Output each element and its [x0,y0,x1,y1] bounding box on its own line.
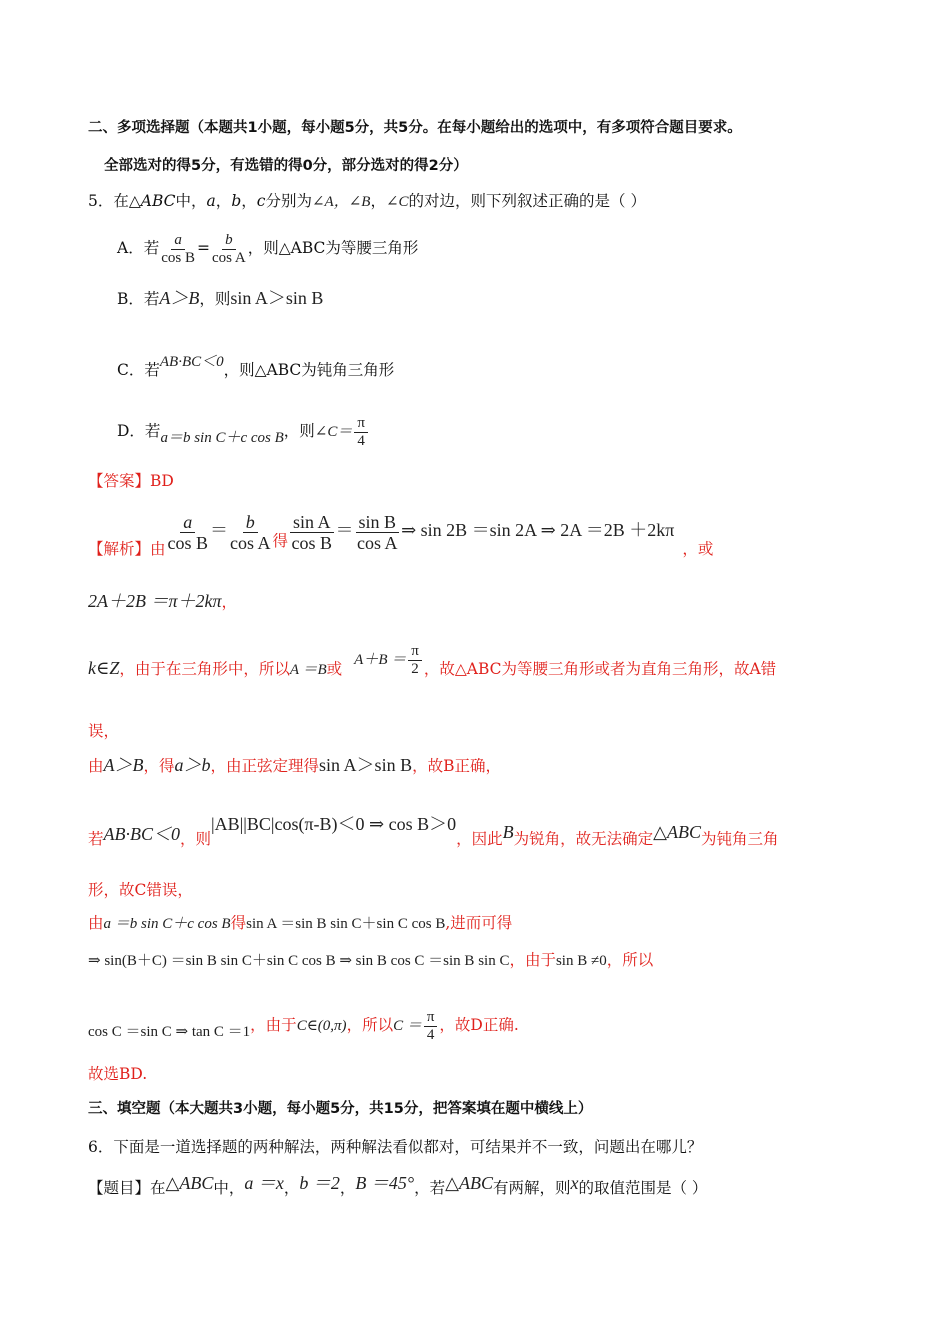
analysis-l1-or: ，或 [682,540,714,558]
q6-topic-label: 【题目】在 [88,1179,166,1197]
analysis-de: 得 [272,532,289,550]
analysis-label: 【解析】由 [88,540,166,558]
analysis-line-1: 【解析】由 $\frac{a}{\text{cos B}}$ ＝ $\frac{b}{\text{cos A}}$ 得 $\frac{\text{sin A}}{\text{cos B}}$ ＝ $\frac{\text{sin B}}{\text{cos A}}$ ⇒ sin 2B ＝sin 2A ⇒ 2A ＝2B ＋2kπ，或 [88,511,714,558]
analysis-l10-cin: C∈(0,π) [296,1018,347,1034]
section2-heading-cont: 全部选对的得5分，有选错的得0分，部分选对的得2分） [104,158,468,174]
q5-stem-pre: 5．在△ [88,192,141,210]
q5-option-b [117,287,323,310]
analysis-l5-sin: sin A＞sin B [319,755,413,775]
q5-option-d-mid: ，则 [283,422,315,440]
q5-option-b-concl: sin A＞sin B [230,288,324,308]
q5-option-b-cond: A＞B [159,288,200,308]
analysis-l3-aeqb: A ＝B [289,662,327,678]
q6-topic-ruo: ，若 [414,1179,446,1197]
analysis-l9-mid: ，由于 [509,951,556,969]
analysis-l9-sinb: sin B ≠0 [555,953,607,969]
analysis-l6-expr: |AB||BC|cos(π-B)＜0 ⇒ cos B＞0 [211,814,457,834]
analysis-l5-end: ，故B正确， [412,757,501,775]
analysis-l1-tail: ⇒ sin 2B ＝sin 2A ⇒ 2A ＝2B ＋2kπ [401,520,675,540]
analysis-frac4: $\frac{\text{sin B}}{\text{cos A}}$ [357,511,398,553]
q5-stem-angle-c: ∠C [385,194,409,210]
q6-topic-end: 的取值范围是（ ） [578,1179,708,1197]
analysis-l10-c: C ＝ [393,1018,422,1034]
q5-stem-c: c [256,192,266,210]
q6-topic-a: a ＝x [244,1173,284,1193]
analysis-l3-sum: A＋B ＝ [354,652,407,668]
q5-stem-angles: ∠A，∠B [311,194,371,210]
q5-option-a-text: ，则△ABC为等腰三角形 [247,239,419,257]
analysis-l6-cond: AB·BC＜0 [103,824,181,844]
analysis-l6-b: B [502,822,514,842]
q5-option-d-frac: $\frac{\pi}{4}$ [354,415,368,450]
q5-option-b-label: B．若 [117,290,160,308]
analysis-frac3: $\frac{\text{sin A}}{\text{cos B}}$ [291,511,333,553]
q5-stem: 5．在△ABC中，a，b，c分别为∠A，∠B，∠C的对边，则下列叙述正确的是（ ） [88,192,646,210]
q5-option-c-label: C．若 [117,361,160,379]
analysis-l10-mid: ，由于 [250,1016,297,1034]
analysis-l6-text3: 为钝角三角 [701,830,779,848]
q6-topic-text: 有两解，则 [492,1179,571,1197]
q5-stem-abc: ABC [140,192,176,210]
q6-topic-tri2: △ABC [445,1173,493,1193]
analysis-line-2 [88,590,237,613]
analysis-l9-expr: ⇒ sin(B＋C) ＝sin B sin C＋sin C cos B ⇒ sin B cos C ＝sin B sin C [88,953,510,969]
analysis-l6-text2: 为锐角，故无法确定 [513,830,654,848]
analysis-frac2: $\frac{b}{\text{cos A}}$ [230,511,271,553]
q5-option-c [117,350,394,390]
section2-heading: 二、多项选择题（本题共1小题，每小题5分，共5分。在每小题给出的选项中，有多项符合题目要求。 [88,120,742,136]
analysis-l5-cond: A＞B [103,755,144,775]
analysis-line-5 [88,754,501,777]
q5-option-d-concl: ∠C＝ [314,424,353,440]
analysis-l2-comma: ， [221,593,238,611]
analysis-l10-end: ，故D正确. [439,1016,519,1034]
q5-stem-a: a [206,192,216,210]
analysis-l5-text: ，由正弦定理得 [210,757,320,775]
analysis-l10-frac: $\frac{\pi}{4}$ [424,1009,438,1044]
q5-option-c-text: ，则△ABC为钝角三角形 [223,361,395,379]
analysis-l3-frac: $\frac{\pi}{2}$ [408,643,422,678]
q5-stem-post: 的对边，则下列叙述正确的是（ ） [408,192,646,210]
analysis-l2-expr: 2A＋2B ＝π＋2kπ [88,591,222,611]
q6-topic-x: x [570,1173,579,1193]
q5-option-d-label: D．若 [117,422,161,440]
analysis-l8-expr2: sin A ＝sin B sin C＋sin C cos B [246,916,446,932]
analysis-l9-end: ，所以 [606,951,654,969]
analysis-l3-text2: ，故△ABC为等腰三角形或者为直角三角形，故A错 [423,660,777,678]
q5-option-d [117,408,370,455]
q5-option-b-mid: ，则 [199,290,231,308]
analysis-line-4: 误， [88,722,120,740]
analysis-l5-de: ，得 [143,757,175,775]
analysis-l6-ruo: 若 [88,830,104,848]
q6-topic: 【题目】在△ABC中，a ＝x，b ＝2，B ＝45°，若△ABC有两解，则x的取值范围是（ ） [88,1173,708,1197]
section3-heading: 三、填空题（本大题共3小题，每小题5分，共15分，把答案填在题中横线上） [88,1101,593,1117]
analysis-line-10 [88,1002,519,1049]
analysis-line-8 [88,912,512,935]
q6-topic-tri: △ABC [165,1173,214,1193]
q5-option-a-frac1: $\frac{a}{\text{cos B}}$ [161,231,195,266]
analysis-l6-tri: △ABC [653,822,701,842]
analysis-line-7: 形，故C错误， [88,881,193,899]
analysis-l8-end: ,进而可得 [445,914,513,932]
q5-option-a-frac2: $\frac{b}{\text{cos A}}$ [211,231,246,266]
q5-option-d-cond: a＝b sin C＋c cos B [160,430,284,446]
analysis-l3-or: 或 [326,660,343,678]
analysis-l10-expr: cos C ＝sin C ⇒ tan C ＝1 [88,1024,251,1040]
analysis-l5-you: 由 [88,757,104,775]
analysis-l8-you: 由 [88,914,104,932]
analysis-l3-k: k∈Z [88,658,120,678]
analysis-l10-suoyi: ，所以 [346,1016,394,1034]
analysis-line-11: 故选BD. [88,1065,148,1083]
q5-option-a-label: A．若 [117,239,160,257]
q6-topic-b: b ＝2 [299,1173,340,1193]
analysis-l8-expr: a ＝b sin C＋c cos B [103,916,231,932]
q5-stem-mid2: 分别为 [265,192,312,210]
q6-stem: 6．下面是一道选择题的两种解法，两种解法看似都对，可结果并不一致，问题出在哪儿？ [88,1138,703,1156]
answer-label: 【答案】BD [88,472,174,490]
q6-topic-zhong: 中， [213,1179,245,1197]
q6-topic-bangle: B ＝45° [355,1173,415,1193]
analysis-line-3 [88,632,776,686]
analysis-l3-text1: ，由于在三角形中，所以 [119,660,290,678]
analysis-l8-de: 得 [230,914,247,932]
analysis-line-9 [88,949,653,972]
analysis-frac1: $\frac{a}{\text{cos B}}$ [167,511,209,553]
analysis-l6-text1: ，因此 [456,830,503,848]
analysis-l5-ab: a＞b [174,755,211,775]
q5-stem-mid: 中， [175,192,207,210]
analysis-l6-ze: ，则 [180,830,212,848]
q5-stem-b: b [231,192,242,210]
q5-option-a: A．若 $\frac{a}{\text{cos B}}$ = $\frac{b}{\text{cos A}}$ ，则△ABC为等腰三角形 [117,231,419,266]
q5-option-c-cond: AB·BC＜0 [159,354,224,370]
analysis-line-6 [88,814,779,859]
